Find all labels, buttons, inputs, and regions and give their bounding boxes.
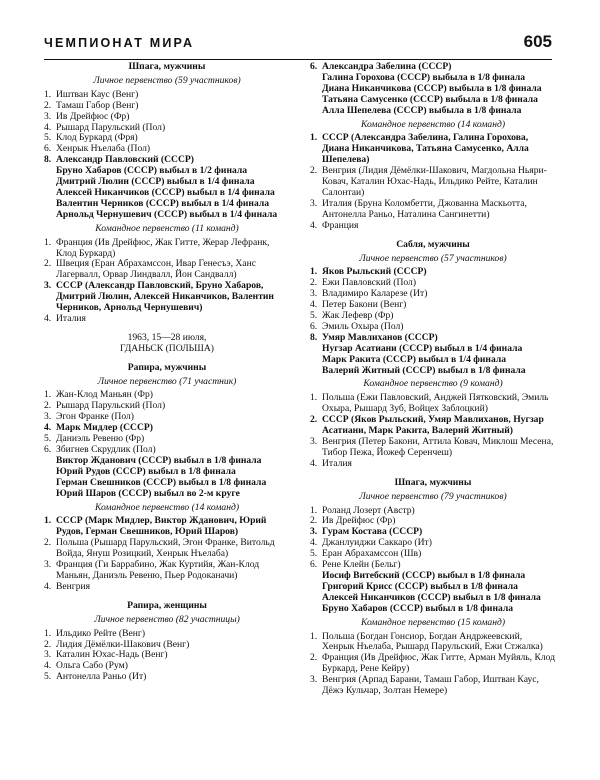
elimination-note: Алексей Никанчиков (СССР) выбыл в 1/8 финала [322,591,541,603]
list-item: 2. СССР (Яков Рыльский, Умяр Мавлиханов, Нугзар Асатиани, Марк Ракита, Валерий Житный) [310,414,544,437]
list-item: 2. Тамаш Габор (Венг) [44,99,139,111]
left-column [44,62,290,683]
personal-list [310,506,556,615]
elimination-note: Валерий Житный (СССР) выбыл в 1/8 финала [322,364,526,376]
list-item: 2. Рышард Парульский (Пол) [44,400,166,412]
personal-list [44,629,290,684]
elimination-note: Бруно Хабаров (СССР) выбыл в 1/8 финала [322,602,514,614]
list-item: 1. Польша (Богдан Гонсиор, Богдан Андржеевский, Хенрык Нъелаба, Рышард Парульский, Ежи Стжалка) [310,630,543,653]
list-item: 4. Ольга Сабо (Рум) [44,660,128,672]
page-header [44,32,552,60]
section-title-sabre-men: Сабля, мужчины [396,238,470,250]
list-item: 3. Италия (Бруна Коломбетти, Джованна Маскьотта, Антонелла Раньо, Наталина Сангинетти) [310,197,527,220]
list-item: 4. Рышард Парульский (Пол) [44,121,166,133]
personal-label: Личное первенство (82 участницы) [94,613,240,625]
list-item: 3. Эгон Франке (Пол) [44,411,134,423]
team-label: Командное первенство (14 команд) [94,501,240,513]
elimination-note: Арнольд Чернушевич (СССР) выбыл в 1/4 финала [56,208,278,220]
list-item: 4. Петер Бакони (Венг) [310,299,407,311]
list-item: 1. СССР (Марк Мидлер, Виктор Жданович, Юрий Рудов, Герман Свешников, Юрий Шаров) [44,515,267,538]
team-list [310,632,556,697]
personal-label: Личное первенство (71 участник) [97,375,237,387]
team-label: Командное первенство (11 команд) [95,222,239,234]
running-title: ЧЕМПИОНАТ МИРА [44,36,195,50]
team-label: Командное первенство (15 команд) [360,616,506,628]
personal-list [44,90,290,221]
elimination-note: Алексей Никанчиков (СССР) выбыл в 1/4 финала [56,186,275,198]
list-item: 2. Венгрия (Лидия Дёмёлки-Шакович, Магдольна Ньяри-Ковач, Каталин Юхас-Надь, Ильдико Рейте, Каталин Салонтаи) [310,165,547,198]
list-item: 5. Клод Буркард (Фря) [44,132,138,144]
elimination-note: Юрий Рудов (СССР) выбыл в 1/8 финала [56,465,236,477]
list-item: 2. Ежи Павловский (Пол) [310,277,417,289]
personal-label: Личное первенство (57 участников) [359,252,507,264]
list-item: 3. СССР (Александр Павловский, Бруно Хабаров, Дмитрий Люлин, Алексей Никанчиков, Валентин Черников, Арнольд Чернушевич) [44,280,274,314]
elimination-note: Дмитрий Люлин (СССР) выбыл в 1/4 финала [56,176,255,188]
list-item: 2. Швеция (Еран Абрахамссон, Ивар Генесъэ, Ханс Лагервалл, Орвар Линдвалл, Йон Сандвалл) [44,258,256,281]
list-item: 3. Венгрия (Арпад Барани, Тамаш Габор, Иштван Каус, Дёжэ Кульчар, Золтан Немере) [310,674,539,697]
elimination-note: Бруно Хабаров (СССР) выбыл в 1/2 финала [56,165,248,177]
list-item: 2. Франция (Ив Дрейфюс, Жак Гитте, Арман Муйяль, Клод Буркард, Рене Кейру) [310,652,556,675]
list-item: 2. Польша (Рышард Парульский, Эгон Франке, Витольд Войда, Януш Розицкий, Хенрык Нъелаба) [44,537,275,560]
elimination-note: Татьяна Самусенко (СССР) выбыла в 1/8 финала [322,93,538,105]
elimination-note: Валентин Черников (СССР) выбыл в 1/4 финала [56,197,270,209]
list-item: 4. Джанлуиджи Саккаро (Ит) [310,537,432,549]
list-item: 3. Венгрия (Петер Бакони, Аттила Ковач, Миклош Месена, Тибор Пежа, Йожеф Серенчеш) [310,436,554,458]
event-date: 1963, 15—28 июля, [127,331,207,343]
elimination-note: Виктор Жданович (СССР) выбыл в 1/8 финала [56,454,262,466]
team-list [44,238,290,325]
right-column [310,62,556,697]
event-city: ГДАНЬСК (ПОЛЬША) [120,342,214,354]
list-item: 4. Марк Мидлер (СССР) [44,422,153,434]
section-title-foil-men: Рапира, мужчины [127,361,207,373]
personal-label: Личное первенство (59 участников) [93,74,241,86]
list-item: 4. Франция [310,219,359,231]
elimination-note: Юрий Шаров (СССР) выбыл во 2-м круге [56,487,240,499]
list-item: 2. Лидия Дёмёлки-Шакович (Венг) [44,638,190,650]
list-item: 3. Ив Дрейфюс (Фр) [44,110,130,122]
team-list [44,516,290,592]
list-item: 1. Ильдико Рейте (Венг) [44,627,146,639]
team-label: Командное первенство (14 команд) [360,118,506,130]
list-item: 6. Хенрык Нъелаба (Пол) [44,143,151,155]
elimination-note: Григорий Крисс (СССР) выбыл в 1/8 финала [322,580,518,592]
list-item: 3. Франция (Ги Баррабино, Жак Куртийя, Жан-Клод Маньян, Даниэль Ревеню, Пьер Родоканачи) [44,559,260,581]
elimination-note: Нугзар Асатиани (СССР) выбыл в 1/4 финала [322,342,523,354]
list-item: 5. Антонелла Раньо (Ит) [44,671,147,683]
list-item: 8. Александр Павловский (СССР) [44,154,194,166]
list-item: 6. Эмиль Охыра (Пол) [310,320,404,332]
personal-list [310,62,556,117]
list-item: 5. Жак Лефевр (Фр) [310,310,394,322]
list-item: 4. Италия [44,312,86,324]
list-item: 4. Венгрия [44,580,91,592]
list-item: 4. Италия [310,457,352,469]
page-number: 605 [523,32,552,51]
list-item: 8. Умяр Мавлиханов (СССР) [310,331,438,343]
list-item: 1. Франция (Ив Дрейфюс, Жак Гитте, Жерар Лефранк, Клод Буркард) [44,236,270,259]
personal-label: Личное первенство (79 участников) [359,490,507,502]
section-title-epee-men: Шпага, мужчины [128,61,206,72]
elimination-note: Герман Свешников (СССР) выбыл в 1/8 финала [56,476,267,488]
elimination-note: Диана Никанчикова (СССР) выбыла в 1/8 финала [322,82,542,94]
elimination-note: Галина Горохова (СССР) выбыла в 1/8 финала [322,71,526,83]
list-item: 6. Рене Клейн (Бельг) [310,559,401,571]
team-list [310,393,556,469]
list-item: 5. Еран Абрахамссон (Шв) [310,548,422,560]
list-item: 1. Иштван Каус (Венг) [44,88,139,100]
list-item: 2. Ив Дрейфюс (Фр) [310,515,396,527]
elimination-note: Иосиф Витебский (СССР) выбыл в 1/8 финала [322,569,526,581]
list-item: 3. Гурам Костава (СССР) [310,526,423,538]
team-label: Командное первенство (9 команд) [363,378,503,390]
section-title-epee-men-1963: Шпага, мужчины [394,476,472,488]
section-title-foil-women: Рапира, женщины [127,599,207,611]
list-item: 1. Польша (Ежи Павловский, Анджей Пятковский, Эмиль Охыра, Рышард Зуб, Войцех Заблоцкий) [310,392,549,415]
list-item: 3. Каталин Юхас-Надь (Венг) [44,649,168,661]
personal-list [310,267,556,376]
personal-list [44,390,290,499]
list-item: 1. СССР (Александра Забелина, Галина Горохова, Диана Никанчикова, Татьяна Самусенко, Алла Шепелева) [310,132,529,166]
list-item: 3. Владимиро Каларезе (Ит) [310,288,428,300]
list-item: 5. Даниэль Ревеню (Фр) [44,433,145,445]
elimination-note: Алла Шепелева (СССР) выбыла в 1/8 финала [322,104,522,116]
list-item: 1. Яков Рыльский (СССР) [310,266,427,278]
list-item: 6. Александра Забелина (СССР) [310,61,452,72]
list-item: 1. Роланд Лозерт (Австр) [310,504,415,516]
list-item: 1. Жан-Клод Маньян (Фр) [44,389,153,401]
elimination-note: Марк Ракита (СССР) выбыл в 1/4 финала [322,353,507,365]
list-item: 6. Збигнев Скрудлик (Пол) [44,444,156,455]
team-list [310,133,556,231]
